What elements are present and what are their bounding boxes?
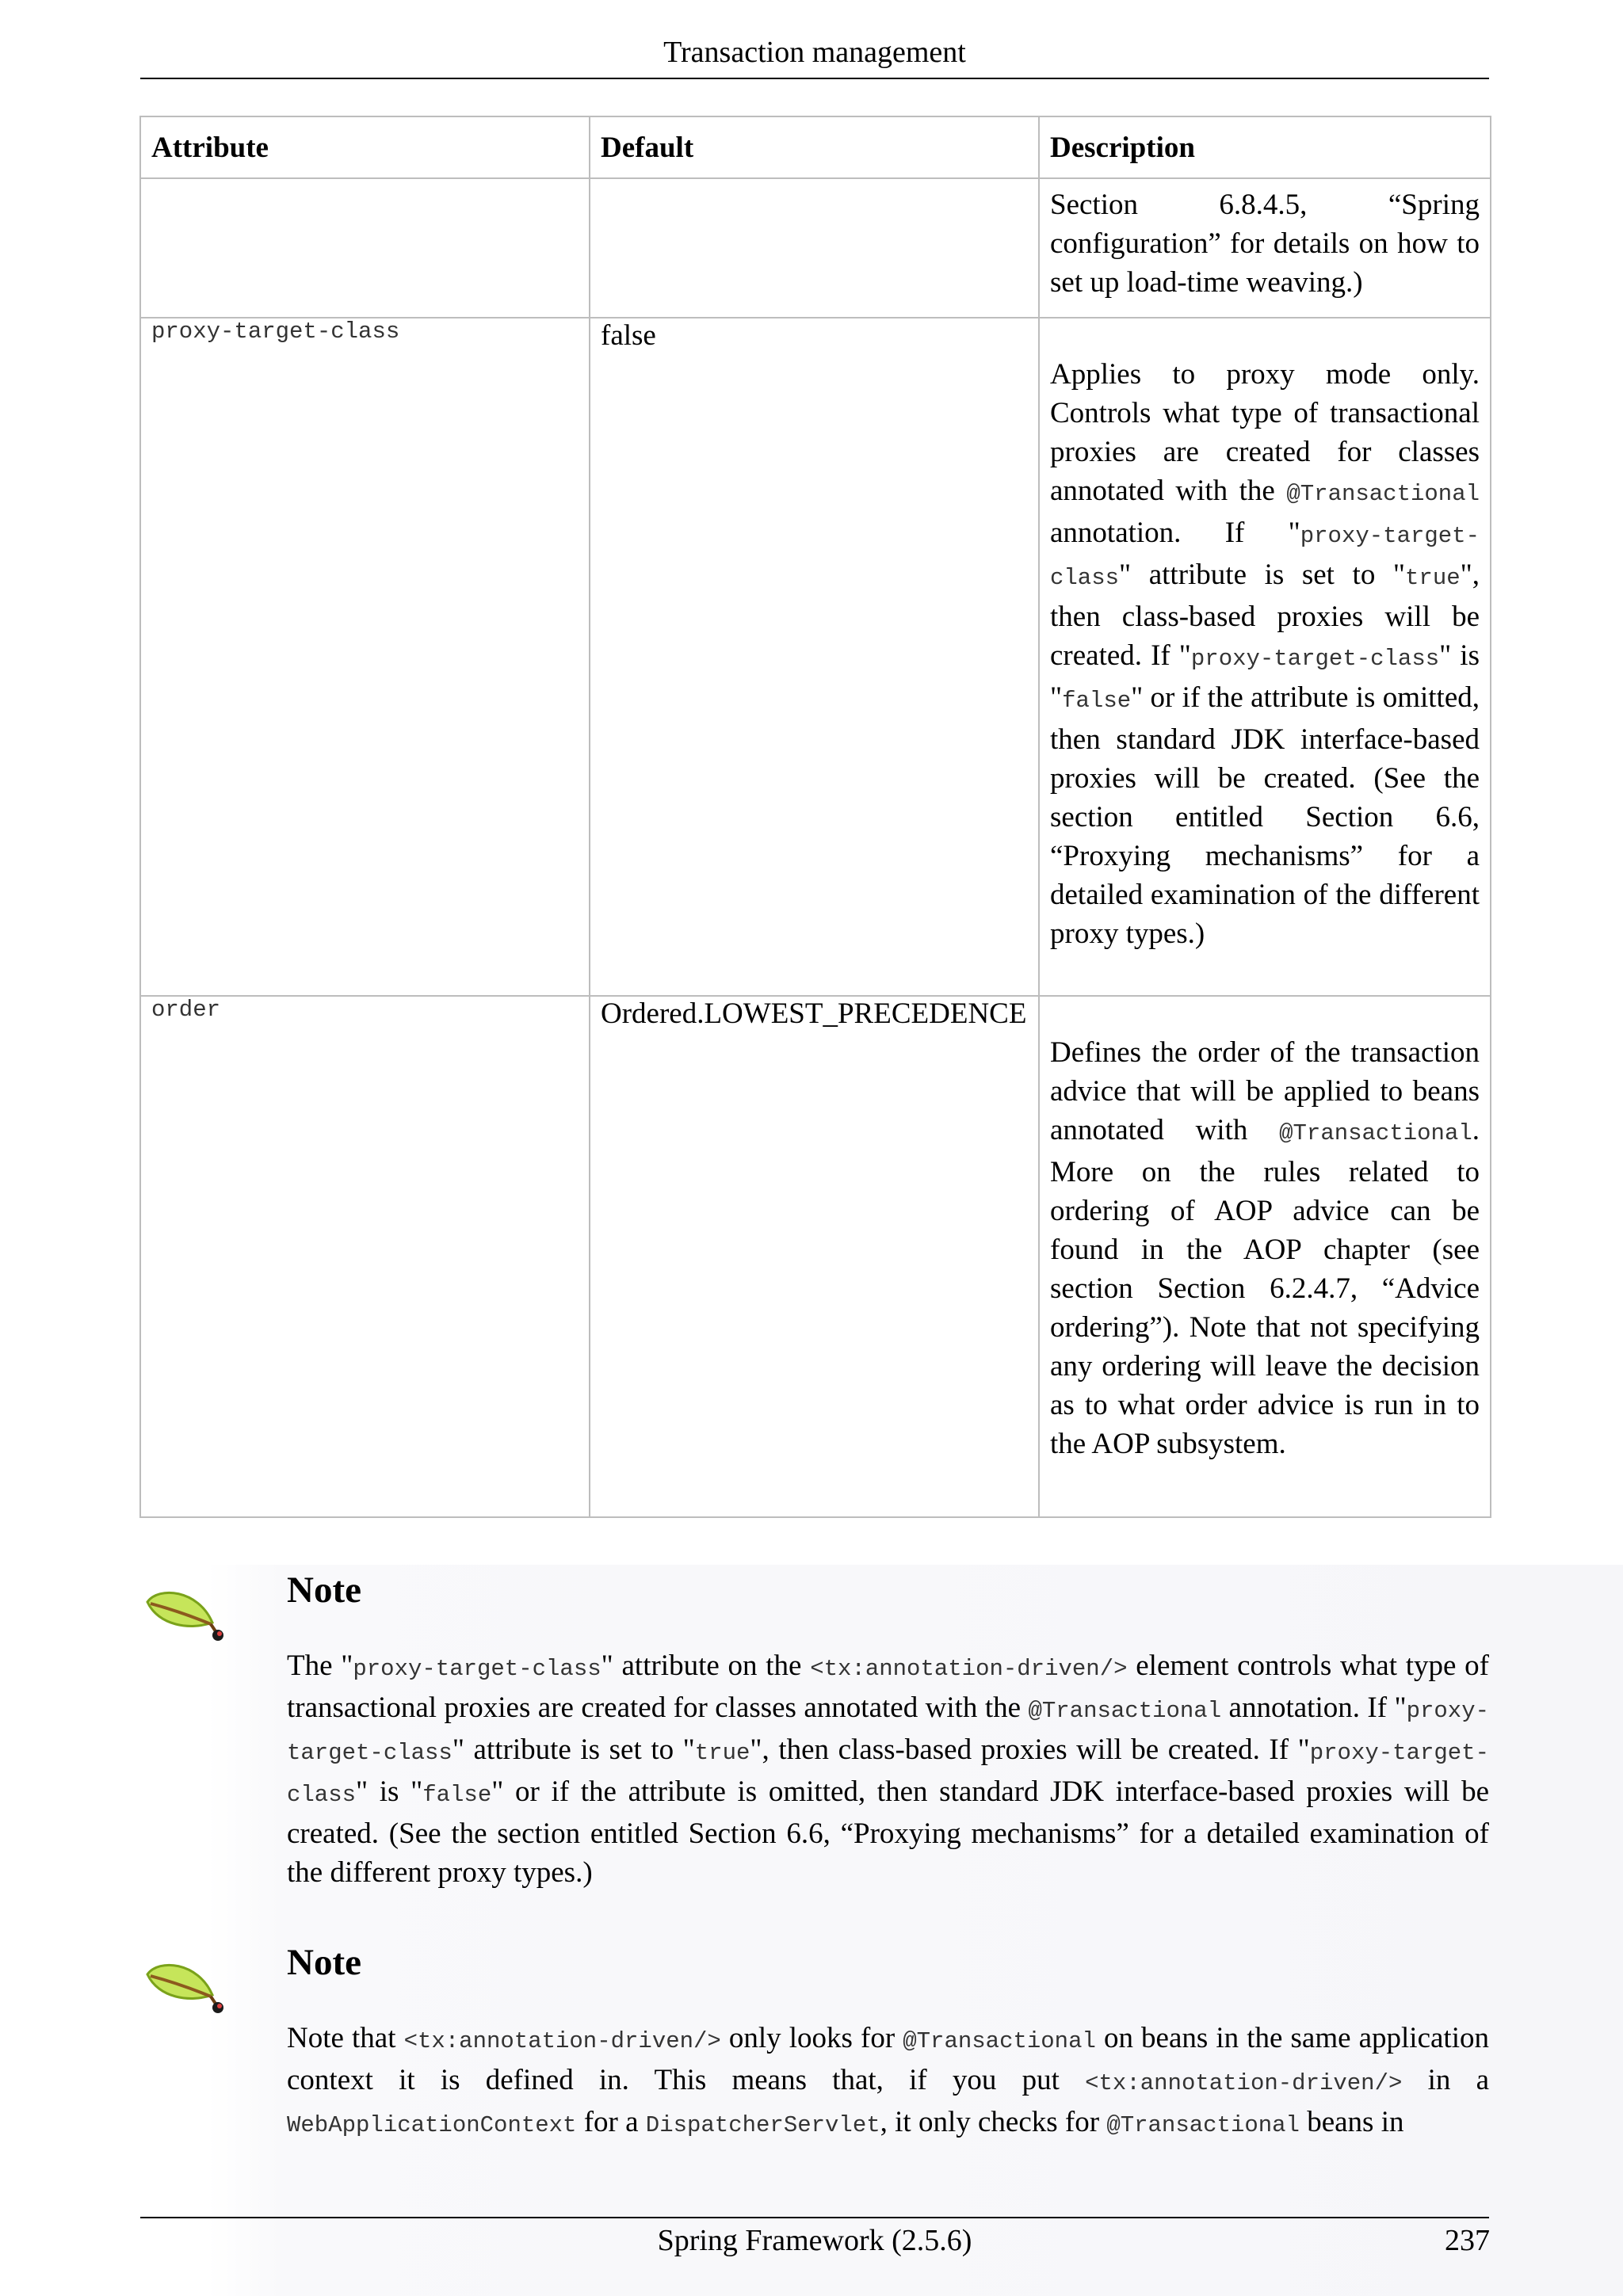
- description-cell: Applies to proxy mode only. Controls what type of transactional proxies are created for classes annotated with the @Transactional annotation. If "proxy-target-class" attribute is set to "true", then class-based proxies will be created. If "proxy-target-class" is "false" or if the attribute is omitted, then standard JDK interface-based proxies will be created. (See the section entitled Section 6.6, “Proxying mechanisms” for a detailed examination of the different proxy types.): [1039, 318, 1491, 996]
- table-row: [140, 318, 1491, 996]
- table-row: [140, 178, 1491, 318]
- note-title: Note: [287, 1942, 361, 1983]
- default-cell: Ordered.LOWEST_PRECEDENCE: [590, 996, 1039, 1517]
- attribute-cell: order: [140, 996, 590, 1517]
- table-row: [140, 996, 1491, 1517]
- running-header: Transaction management: [663, 36, 966, 69]
- note-title: Note: [287, 1569, 361, 1611]
- description-cell: Section 6.8.4.5, “Spring configuration” for details on how to set up load-time weaving.): [1039, 178, 1491, 318]
- attribute-cell: proxy-target-class: [140, 318, 590, 996]
- default-cell: [590, 178, 1039, 318]
- attribute-cell: [140, 178, 590, 318]
- column-header-description: Description: [1039, 116, 1491, 178]
- note-leaf-icon: [143, 1585, 230, 1656]
- column-header-default: Default: [590, 116, 1039, 178]
- description-cell: Defines the order of the transaction advice that will be applied to beans annotated with @Transactional. More on the rules related to ordering of AOP advice can be found in the AOP chapter (see section Section 6.2.4.7, “Advice ordering”). Note that not specifying any ordering will leave the decision as to what order advice is run in to the AOP subsystem.: [1039, 996, 1491, 1517]
- default-cell: false: [590, 318, 1039, 996]
- column-header-attribute: Attribute: [140, 116, 590, 178]
- footer-rule: [140, 2217, 1489, 2218]
- attribute-table: [139, 116, 1491, 1518]
- note-body: The "proxy-target-class" attribute on the <tx:annotation-driven/> element controls what type of transactional proxies are created for classes annotated with the @Transactional annotation. If "proxy-target-class" attribute is set to "true", then class-based proxies will be created. If "proxy-target-class" is "false" or if the attribute is omitted, then standard JDK interface-based proxies will be created. (See the section entitled Section 6.6, “Proxying mechanisms” for a detailed examination of the different proxy types.): [287, 1650, 1489, 1889]
- header-rule: [140, 78, 1489, 79]
- note-body: Note that <tx:annotation-driven/> only looks for @Transactional on beans in the same application context it is defined in. This means that, if you put <tx:annotation-driven/> in a WebApplicationContext for a DispatcherServlet, it only checks for @Transactional beans in: [287, 2022, 1490, 2138]
- footer-title: Spring Framework (2.5.6): [657, 2224, 972, 2257]
- table-header-row: [140, 116, 1491, 178]
- page-number: 237: [1445, 2224, 1490, 2257]
- note-leaf-icon: [143, 1957, 230, 2028]
